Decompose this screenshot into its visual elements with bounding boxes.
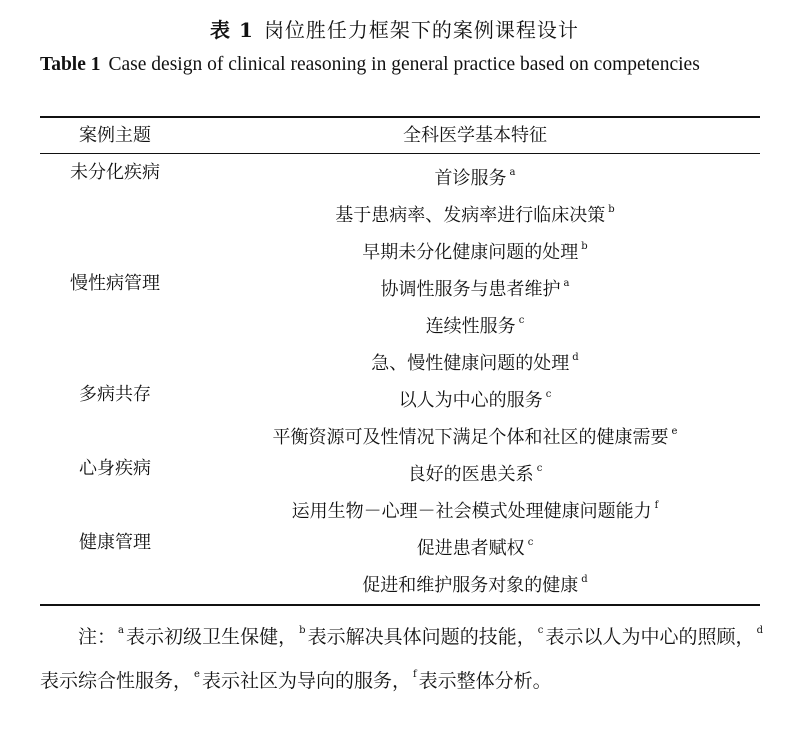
- table-row: [0, 524, 789, 561]
- footnote-mark: d: [581, 574, 588, 585]
- feature-text: 促进患者赋权: [416, 538, 525, 559]
- header-case-theme: 案例主题: [79, 125, 151, 146]
- footnote-mark: a: [118, 625, 124, 636]
- table-row: [0, 413, 789, 450]
- feature-text: 急、慢性健康问题的处理: [371, 353, 570, 374]
- note-text: 表示解决具体问题的技能，: [307, 626, 536, 648]
- feature-text: 协调性服务与患者维护: [380, 279, 561, 300]
- note-text: 表示社区为导向的服务，: [201, 670, 411, 692]
- table-row: [0, 191, 789, 228]
- footnote-mark: c: [518, 315, 525, 326]
- feature-text: 平衡资源可及性情况下满足个体和社区的健康需要: [272, 427, 669, 448]
- case-theme-cell: 多病共存: [79, 384, 151, 405]
- table-label-cn: 表 1: [210, 18, 254, 42]
- feature-cell: [215, 561, 735, 604]
- table-row: [0, 339, 789, 376]
- feature-text: 良好的医患关系: [407, 464, 534, 485]
- table-title-cn: 岗位胜任力框架下的案例课程设计: [263, 18, 579, 42]
- note-text: 表示初级卫生保健，: [126, 626, 298, 648]
- case-theme-cell: 心身疾病: [79, 458, 151, 479]
- footnote-mark: b: [581, 241, 588, 252]
- table-title-en: Case design of clinical reasoning in general practice based on competencies: [108, 54, 700, 75]
- note-text: 表示整体分析。: [418, 670, 552, 692]
- feature-text: 基于患病率、发病率进行临床决策: [335, 205, 606, 226]
- header-gp-features: 全科医学基本特征: [403, 125, 547, 146]
- footnote-mark: a: [509, 167, 516, 178]
- feature-text: 连续性服务: [425, 316, 516, 337]
- case-theme-cell: 未分化疾病: [70, 162, 160, 183]
- feature-text: 促进和维护服务对象的健康: [362, 575, 579, 596]
- table-row: [0, 228, 789, 265]
- footnote-mark: a: [563, 278, 570, 289]
- note-text: 表示以人为中心的照顾，: [545, 626, 755, 648]
- note-prefix: 注：: [78, 626, 117, 648]
- table-row: [0, 265, 789, 302]
- footnote-mark: b: [299, 625, 306, 636]
- footnote-mark: f: [412, 669, 417, 680]
- footnote-mark: f: [654, 500, 659, 511]
- feature-text: 早期未分化健康问题的处理: [362, 242, 579, 263]
- case-theme-cell: 健康管理: [79, 532, 151, 553]
- table-row: [0, 487, 789, 524]
- footnote-mark: b: [608, 204, 615, 215]
- footnote-mark: d: [756, 625, 763, 636]
- table-caption-en: [40, 50, 760, 80]
- table-row: [0, 154, 789, 191]
- table-row: [0, 302, 789, 339]
- footnote-mark: e: [671, 426, 678, 437]
- footnote-mark: c: [536, 463, 543, 474]
- table-bottom-rule: [40, 604, 760, 606]
- note-text: 表示综合性服务，: [40, 670, 193, 692]
- table-caption-cn: [0, 14, 789, 43]
- table-row: [0, 376, 789, 413]
- table-row: [0, 561, 789, 598]
- feature-text: 运用生物－心理－社会模式处理健康问题能力: [291, 501, 652, 522]
- feature-text: 以人为中心的服务: [398, 390, 543, 411]
- footnote-mark: c: [545, 389, 552, 400]
- footnote-mark: c: [527, 537, 534, 548]
- table-label-en: Table 1: [40, 54, 101, 75]
- footnote-mark: d: [572, 352, 579, 363]
- case-theme-cell: 慢性病管理: [70, 273, 160, 294]
- footnote-mark: e: [194, 669, 200, 680]
- footnote-mark: c: [537, 625, 544, 636]
- table-row: [0, 450, 789, 487]
- table-footnote: [40, 612, 765, 700]
- feature-text: 首诊服务: [434, 168, 507, 189]
